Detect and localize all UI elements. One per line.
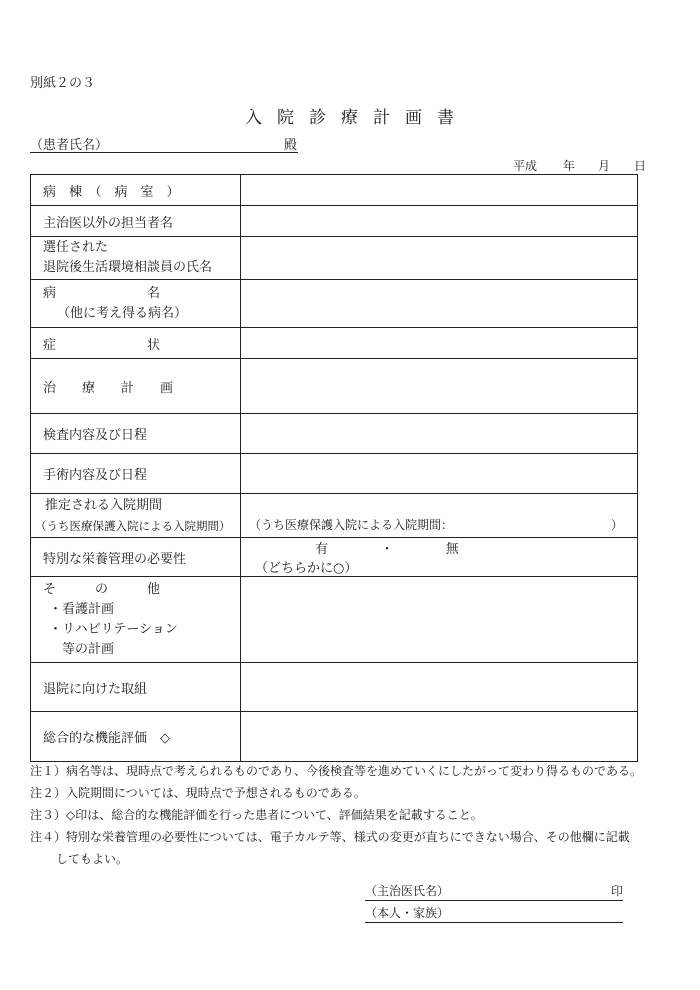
row-label: 選任された (43, 240, 109, 255)
row-label: 推定される入院期間 (45, 497, 163, 513)
row-label: 退院に向けた取組 (31, 663, 241, 712)
ward-field[interactable] (241, 175, 638, 206)
person-signature-field[interactable] (365, 904, 623, 923)
seal-mark: 印 (610, 884, 623, 898)
tests-field[interactable] (241, 414, 638, 454)
disease-field[interactable] (241, 280, 638, 328)
row-label: 退院後生活環境相談員の氏名 (43, 260, 213, 275)
stay-value-close: ） (610, 518, 623, 532)
table-row-ward (31, 175, 638, 206)
table-row-stay (31, 494, 638, 538)
date-day: 日 (634, 159, 647, 173)
table-row-other (31, 577, 638, 663)
nutrition-choice-separator: ・ (380, 542, 394, 557)
note: 注４）特別な栄養管理の必要性については、電子カルテ等、様式の変更が直ちにできない場合、その他欄に記載 (30, 830, 630, 844)
discharge-field[interactable] (241, 663, 638, 712)
note: 注２）入院期間については、現時点で予想されるものである。 (30, 786, 366, 800)
row-label: 手術内容及び日程 (31, 454, 241, 494)
table-row-staff (31, 206, 638, 237)
physician-label: （主治医氏名） (365, 884, 450, 898)
table-row-discharge (31, 663, 638, 712)
note: 注３）◇印は、総合的な機能評価を行った患者について、評価結果を記載すること。 (30, 808, 483, 822)
table-row-disease (31, 280, 638, 328)
surgery-field[interactable] (241, 454, 638, 494)
honorific: 殿 (284, 138, 298, 153)
row-label: 治 療 計 画 (31, 359, 241, 414)
row-label: （他に考え得る病名） (57, 305, 188, 321)
patient-name-label: （患者氏名） (30, 138, 109, 153)
row-label: （うち医療保護入院による入院期間） (35, 518, 231, 533)
table-row-counselor (31, 237, 638, 280)
table-row-treatment (31, 359, 638, 414)
table-row-symptoms (31, 328, 638, 359)
other-field[interactable] (241, 577, 638, 663)
notes (30, 760, 650, 870)
row-label: ・リハビリテーション (49, 621, 178, 637)
table-row-surgery (31, 454, 638, 494)
row-label: 病 棟 （ 病 室 ） (31, 175, 241, 206)
row-label: 総合的な機能評価 ◇ (31, 712, 241, 762)
row-label: 主治医以外の担当者名 (31, 206, 241, 237)
row-label: そ の 他 (43, 581, 161, 597)
table-row-nutrition (31, 538, 638, 577)
row-label: 特別な栄養管理の必要性 (31, 538, 241, 577)
date-era: 平成 (513, 159, 538, 173)
plan-table (30, 174, 638, 762)
note: 注１）病名等は、現時点で考えられるものであり、今後検査等を進めていくにしたがって変わり得るものである。 (30, 764, 643, 778)
document-title: 入院診療計画書 (245, 108, 469, 128)
date-year: 年 (563, 159, 576, 173)
counselor-field[interactable] (241, 237, 638, 280)
table-row-assessment (31, 712, 638, 762)
note: してもよい。 (56, 852, 129, 866)
treatment-field[interactable] (241, 359, 638, 414)
table-row-tests (31, 414, 638, 454)
row-label: 病 名 (43, 285, 161, 301)
staff-field[interactable] (241, 206, 638, 237)
physician-signature-field[interactable] (365, 882, 623, 901)
row-label: ・看護計画 (49, 601, 115, 617)
row-label: 検査内容及び日程 (31, 414, 241, 454)
assessment-field[interactable] (241, 712, 638, 762)
symptoms-field[interactable] (241, 328, 638, 359)
attachment-number: 別紙２の３ (30, 76, 96, 91)
nutrition-choice-no[interactable]: 無 (445, 542, 459, 557)
nutrition-choice-note: （どちらかに○） (255, 561, 358, 576)
row-label: 等の計画 (49, 641, 115, 657)
person-label: （本人・家族） (365, 906, 450, 920)
nutrition-choice-yes[interactable]: 有 (315, 542, 329, 557)
date-month: 月 (598, 159, 611, 173)
row-label: 症 状 (31, 328, 241, 359)
stay-value: （うち医療保護入院による入院期間： (249, 518, 454, 532)
